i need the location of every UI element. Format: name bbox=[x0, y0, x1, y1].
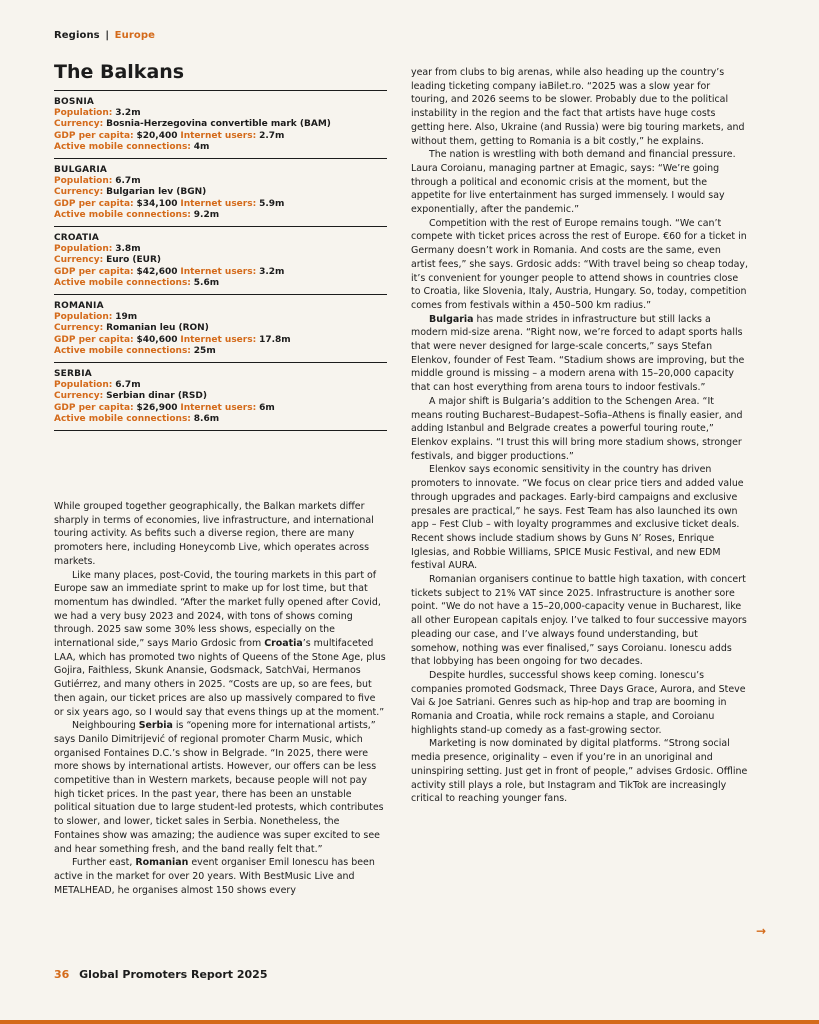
region-label: Europe bbox=[114, 30, 155, 41]
country-name: BOSNIA bbox=[54, 97, 95, 107]
population-label: Population: bbox=[54, 380, 113, 391]
country-emphasis: Croatia bbox=[264, 638, 303, 650]
article-paragraph bbox=[411, 573, 748, 669]
paragraph-text: Further east, bbox=[72, 857, 136, 869]
country-emphasis: Romanian bbox=[135, 857, 189, 869]
mobile-connections-label: Active mobile connections: bbox=[54, 413, 191, 424]
article-paragraph bbox=[411, 395, 748, 464]
internet-users-label: Internet users: bbox=[180, 198, 257, 209]
section-header bbox=[54, 30, 155, 41]
internet-users-value: 3.2m bbox=[259, 266, 285, 277]
paragraph-text: Like many places, post-Covid, the touring markets in this part of Europe saw an immediate sprint to make up for lost time, but that momentum has dwindled. “After the market fully opened after Covid, we had a very busy 2023 and 2024, with tons of shows coming through. 2025 saw some 30% less shows, especially on the international side,” says Mario Grdosic from bbox=[54, 569, 381, 650]
gdp-label: GDP per capita: bbox=[54, 130, 134, 141]
internet-users-label: Internet users: bbox=[180, 130, 257, 141]
currency-label: Currency: bbox=[54, 391, 104, 402]
article-paragraph bbox=[54, 719, 387, 856]
paragraph-text: Despite hurdles, successful shows keep coming. Ionescu’s companies promoted Godsmack, Three Days Grace, Aurora, and Steve Vai & Joe Satriani. Genres such as hip-hop and trap are booming in Romania and Croatia, while rock remains a staple, and Coroianu highlights stand-up comedy as a fast-growing sector. bbox=[411, 669, 746, 736]
gdp-value: $42,600 bbox=[136, 266, 178, 277]
population-value: 3.2m bbox=[115, 108, 141, 119]
country-name: SERBIA bbox=[54, 369, 92, 380]
currency-value: Romanian leu (RON) bbox=[106, 323, 209, 334]
mobile-connections-value: 25m bbox=[193, 345, 216, 356]
section-label: Regions bbox=[54, 30, 100, 41]
bottom-accent-bar bbox=[0, 1020, 819, 1024]
paragraph-text: ’s multifaceted LAA, which has promoted two nights of Queens of the Stone Age, plus Gojira, Faithless, Skunk Anansie, Godsmack, SatchVai, Hermanos Gutiérrez, and many others in 2025. “Costs are up, so are fees, but then again, our ticket prices are also up massively compared to five or six years ago, so I would say that evens things up at the moment.” bbox=[54, 638, 386, 718]
gdp-label: GDP per capita: bbox=[54, 266, 134, 277]
paragraph-text: Marketing is now dominated by digital platforms. “Strong social media presence, originality – even if you’re in an unoriginal and uninspiring setting. Just get in front of people,” advises Grdosic. Offline activity still plays a role, but Instagram and TikTok are increasingly critical to reaching younger fans. bbox=[411, 738, 748, 805]
paragraph-text: Romanian organisers continue to battle high taxation, with concert tickets subject to 21% VAT since 2025. Infrastructure is another sore point. “We do not have a 15–20,000-capacity venue in Bucharest, like all other European capitals enjoy. I’ve talked to four successive mayors pleading our case, and I’ve always found understanding, but somehow, nothing was ever finalised,” says Coroianu. Ionescu adds that lobbying has been ongoing for two decades. bbox=[411, 574, 747, 668]
country-name: BULGARIA bbox=[54, 165, 108, 176]
left-article-body bbox=[54, 500, 387, 897]
internet-users-label: Internet users: bbox=[180, 334, 257, 345]
population-label: Population: bbox=[54, 176, 113, 187]
currency-label: Currency: bbox=[54, 255, 104, 266]
population-value: 6.7m bbox=[115, 176, 141, 187]
currency-value: Serbian dinar (RSD) bbox=[106, 391, 207, 402]
page-footer bbox=[54, 968, 267, 981]
paragraph-text: Neighbouring bbox=[72, 720, 139, 732]
country-factboxes bbox=[54, 90, 387, 431]
paragraph-text: A major shift is Bulgaria’s addition to the Schengen Area. “It means routing Bucharest–Budapest–Sofia–Athens is finally easier, and adding Istanbul and Belgrade creates a powerful touring route,” Elenkov explains. “I trust this will bring more stadium shows, stronger festivals, and bigger productions.” bbox=[411, 395, 743, 462]
country-factbox-croatia bbox=[54, 226, 387, 294]
currency-value: Bulgarian lev (BGN) bbox=[106, 187, 207, 198]
country-emphasis: Bulgaria bbox=[429, 313, 474, 325]
population-value: 19m bbox=[115, 312, 138, 323]
country-name: CROATIA bbox=[54, 233, 100, 244]
mobile-connections-value: 8.6m bbox=[193, 413, 220, 424]
mobile-connections-label: Active mobile connections: bbox=[54, 209, 191, 220]
paragraph-text: is “opening more for international artists,” says Danilo Dimitrijević of regional promoter Charm Music, which organised Fontaines D.C.’s show in Belgrade. “In 2025, there were more shows by international artists. However, our offers can be less competitive than in Western markets, because people will not pay high ticket prices. In the past year, there has been an unstable political situation due to large student-led protests, which contributes to slower, and lower, ticket sales in Serbia. Nonetheless, the Fontaines show was amazing; the audience was super excited to see and hear something fresh, and the band really felt that.” bbox=[54, 720, 384, 855]
paragraph-text: year from clubs to big arenas, while also heading up the country’s leading ticketing company iaBilet.ro. “2025 was a slow year for touring, and 2026 seems to be slower. Probably due to the political instability in the region and the fact that artists have huge costs getting here. Also, Ukraine (and Russia) were big touring markets, and without them, getting to Romania is a bit costly,” he explains. bbox=[411, 67, 745, 147]
internet-users-value: 5.9m bbox=[259, 198, 285, 209]
country-emphasis: Serbia bbox=[138, 720, 173, 732]
population-label: Population: bbox=[54, 244, 113, 255]
page-number: 36 bbox=[54, 968, 70, 981]
population-label: Population: bbox=[54, 108, 113, 119]
paragraph-text: Elenkov says economic sensitivity in the country has driven promoters to innovate. “We focus on clear price tiers and added value through upgrades and packages. Early-bird campaigns and exclusive presales are practical,” he says. Fest Team has also launched its own app – Fest Club – with loyalty programmes and exclusive ticket deals. Recent shows include stadium shows by Guns N’ Roses, Enrique Iglesias, and Robbie Williams, SPICE Music Festival, and new EDM festival AURA. bbox=[411, 464, 744, 572]
mobile-connections-value: 5.6m bbox=[193, 277, 220, 288]
country-factbox-bulgaria bbox=[54, 158, 387, 226]
article-paragraph bbox=[411, 66, 748, 148]
internet-users-value: 6m bbox=[259, 402, 275, 413]
gdp-value: $20,400 bbox=[136, 130, 178, 141]
mobile-connections-label: Active mobile connections: bbox=[54, 345, 191, 356]
currency-value: Euro (EUR) bbox=[106, 255, 162, 266]
currency-label: Currency: bbox=[54, 187, 104, 198]
internet-users-label: Internet users: bbox=[180, 402, 257, 413]
article-paragraph bbox=[54, 856, 387, 897]
country-name: ROMANIA bbox=[54, 301, 104, 312]
continue-arrow-icon: → bbox=[756, 924, 767, 938]
article-paragraph bbox=[411, 669, 748, 738]
population-value: 3.8m bbox=[115, 244, 141, 255]
population-label: Population: bbox=[54, 312, 113, 323]
internet-users-value: 17.8m bbox=[259, 334, 291, 345]
right-article-body bbox=[411, 66, 748, 806]
population-value: 6.7m bbox=[115, 380, 141, 391]
mobile-connections-label: Active mobile connections: bbox=[54, 277, 191, 288]
article-paragraph bbox=[411, 148, 748, 217]
section-separator: | bbox=[105, 30, 110, 41]
internet-users-value: 2.7m bbox=[259, 130, 285, 141]
article-paragraph bbox=[54, 500, 387, 569]
mobile-connections-value: 9.2m bbox=[193, 209, 220, 220]
currency-label: Currency: bbox=[54, 119, 104, 130]
paragraph-text: Competition with the rest of Europe remains tough. “We can’t compete with ticket prices across the rest of Europe. €60 for a ticket in Germany doesn’t work in Romania. And costs are the same, even artist fees,” she says. Grdosic adds: “With travel being so cheap today, it’s convenient for younger people to attend shows in countries close to Croatia, like Slovenia, Italy, Austria, Hungary. So, today, competition comes from festivals within a 450–500 km radius.” bbox=[411, 217, 748, 311]
gdp-value: $34,100 bbox=[136, 198, 178, 209]
country-factbox-bosnia bbox=[54, 90, 387, 158]
paragraph-text: event organiser Emil Ionescu has been active in the market for over 20 years. With BestMusic Live and METALHEAD, he organises almost 150 shows every bbox=[54, 857, 375, 896]
page-title: The Balkans bbox=[54, 61, 185, 83]
gdp-label: GDP per capita: bbox=[54, 334, 134, 345]
article-paragraph bbox=[411, 737, 748, 806]
gdp-label: GDP per capita: bbox=[54, 198, 134, 209]
paragraph-text: has made strides in infrastructure but still lacks a modern mid-size arena. “Right now, we’re forced to adapt sports halls that were never designed for large-scale concerts,” says Stefan Elenkov, founder of Fest Team. “Stadium shows are improving, but the middle ground is missing – a modern arena with 15–20,000 capacity that can host everything from arena tours to indoor festivals.” bbox=[411, 313, 745, 394]
mobile-connections-label: Active mobile connections: bbox=[54, 141, 191, 152]
right-column bbox=[411, 66, 748, 806]
article-paragraph bbox=[411, 217, 748, 313]
gdp-label: GDP per capita: bbox=[54, 402, 134, 413]
publication-title: Global Promoters Report 2025 bbox=[79, 968, 268, 981]
article-paragraph bbox=[54, 569, 387, 720]
country-factbox-romania bbox=[54, 294, 387, 362]
article-paragraph bbox=[411, 313, 748, 395]
internet-users-label: Internet users: bbox=[180, 266, 257, 277]
mobile-connections-value: 4m bbox=[193, 141, 210, 152]
paragraph-text: While grouped together geographically, the Balkan markets differ sharply in terms of economies, live infrastructure, and international touring activity. As befits such a diverse region, there are many promoters here, including Honeycomb Live, which operates across markets. bbox=[54, 501, 374, 567]
left-column bbox=[54, 60, 387, 896]
currency-value: Bosnia-Herzegovina convertible mark (BAM) bbox=[106, 119, 331, 130]
gdp-value: $26,900 bbox=[136, 402, 178, 413]
currency-label: Currency: bbox=[54, 323, 104, 334]
article-paragraph bbox=[411, 463, 748, 573]
paragraph-text: The nation is wrestling with both demand and financial pressure. Laura Coroianu, managing partner at Emagic, says: “We’re going through a political and economic crisis at the moment, but the appetite for live entertainment has surged immensely. I would say exponentially, after the pandemic.” bbox=[411, 149, 736, 216]
gdp-value: $40,600 bbox=[136, 334, 178, 345]
country-factbox-serbia bbox=[54, 362, 387, 431]
